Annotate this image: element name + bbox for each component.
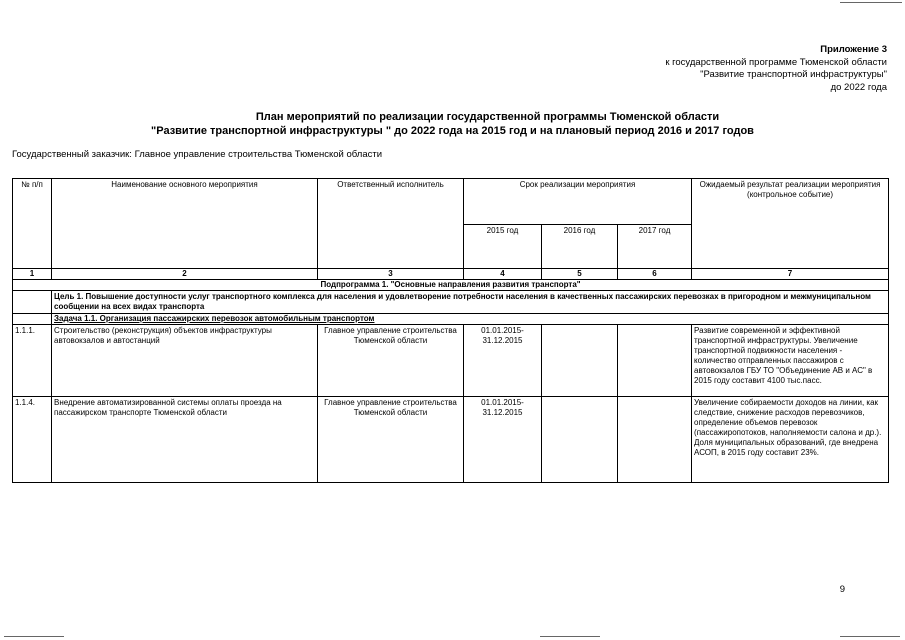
appendix-line-3: до 2022 года [830,81,887,93]
row-period-2015: 01.01.2015- 31.12.2015 [464,397,542,483]
plan-title [0,110,905,138]
row-name: Строительство (реконструкция) объектов инфраструктуры автовокзалов и автостанций [52,325,318,397]
appendix-title: Приложение 3 [820,44,887,55]
table-row [13,325,889,397]
col-number: 1 [13,269,52,280]
plan-title-line-1: План мероприятий по реализации государственной программы Тюменской области [255,111,720,123]
header-year-2016: 2016 год [542,225,618,269]
appendix-line-2: "Развитие транспортной инфраструктуры" [700,69,887,80]
scan-artifact-bottom-left [4,636,64,637]
row-result: Развитие современной и эффективной транспортной инфраструктуры. Увеличение транспортной подвижности населения - количество отправленных пассажиров с автовокзалов ГБУ ТО "Объединение АВ и АС" в 2015 году составит 4100 тыс.пасс. [692,325,889,397]
col-number: 2 [52,269,318,280]
col-number: 7 [692,269,889,280]
column-numbers-row [13,269,889,280]
appendix-line-1: к государственной программе Тюменской области [665,56,887,68]
header-num: № п/п [13,179,52,269]
appendix-block [665,44,887,94]
goal-text: Цель 1. Повышение доступности услуг транспортного комплекса для населения и удовлетворение потребности населения в качественных пассажирских перевозках в пригородном и межмуниципальном сообщении на всех видах транспорта [52,291,889,314]
row-executor: Главное управление строительства Тюменской области [318,397,464,483]
row-period-2017 [618,325,692,397]
row-name: Внедрение автоматизированной системы оплаты проезда на пассажирском транспорте Тюменской области [52,397,318,483]
row-result: Увеличение собираемости доходов на линии, как следствие, снижение расходов перевозчиков, определение объемов перевозок (пассажиропотоков, наполняемости салона и др.). Доля муниципальных образований, где внедрена АСОП, в 2015 году составит 23%. [692,397,889,483]
task-spacer [13,314,52,325]
col-number: 5 [542,269,618,280]
col-number: 3 [318,269,464,280]
row-num: 1.1.1. [13,325,52,397]
scan-artifact-bottom-mid [540,636,600,637]
header-year-2017: 2017 год [618,225,692,269]
row-num: 1.1.4. [13,397,52,483]
state-customer: Государственный заказчик: Главное управление строительства Тюменской области [12,149,383,160]
col-number: 6 [618,269,692,280]
row-executor: Главное управление строительства Тюменской области [318,325,464,397]
header-result: Ожидаемый результат реализации мероприятия (контрольное событие) [692,179,889,269]
subprogram-title: Подпрограмма 1. "Основные направления развития транспорта" [13,280,889,291]
task-row [13,314,889,325]
row-period-2017 [618,397,692,483]
page-number: 9 [839,584,845,595]
row-period-2015: 01.01.2015- 31.12.2015 [464,325,542,397]
plan-table [12,178,889,483]
scan-artifact-bottom-right [840,636,900,637]
row-period-2016 [542,325,618,397]
col-number: 4 [464,269,542,280]
header-row-1 [13,179,889,225]
header-year-2015: 2015 год [464,225,542,269]
table-row [13,397,889,483]
plan-title-line-2: "Развитие транспортной инфраструктуры " до 2022 года на 2015 год и на плановый период 2016 и 2017 годов [151,125,754,137]
scan-artifact-top [840,2,902,3]
row-period-2016 [542,397,618,483]
header-period: Срок реализации мероприятия [464,179,692,225]
goal-spacer [13,291,52,314]
subprogram-row [13,280,889,291]
header-name: Наименование основного мероприятия [52,179,318,269]
task-text: Задача 1.1. Организация пассажирских перевозок автомобильным транспортом [52,314,889,325]
header-executor: Ответственный исполнитель [318,179,464,269]
goal-row [13,291,889,314]
